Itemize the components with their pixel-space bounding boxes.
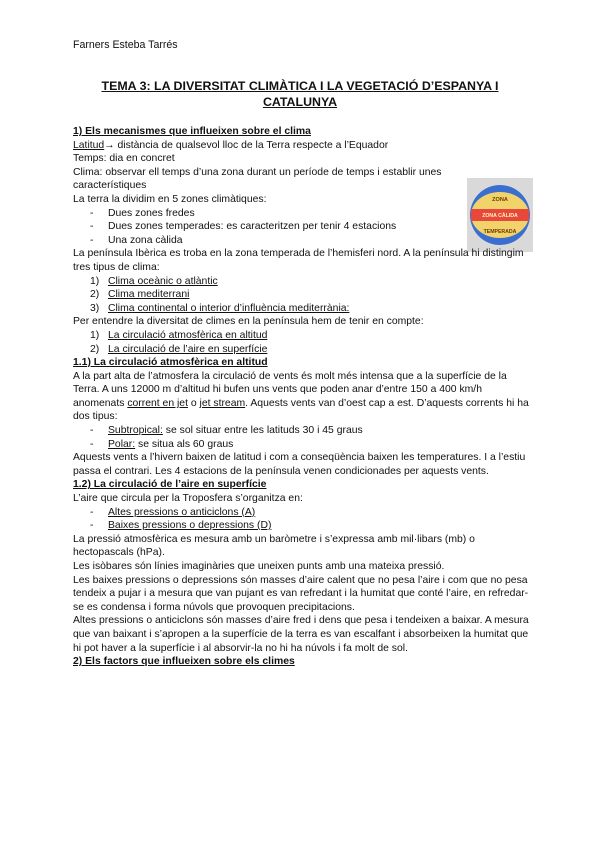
section-1-2-heading: 1.2) La circulació de l’aire en superfície bbox=[73, 479, 267, 491]
list-item: - Dues zones fredes bbox=[90, 207, 195, 219]
troposfera-intro: L’aire que circula per la Troposfera s’organitza en: bbox=[73, 493, 303, 505]
jet-stream-term: jet stream bbox=[199, 397, 246, 409]
entendre-paragraph: Per entendre la diversitat de climes en la península hem de tenir en compte: bbox=[73, 316, 424, 328]
section-1-heading: 1) Els mecanismes que influeixen sobre el clima bbox=[73, 126, 311, 137]
list-item: - Subtropical: se sol situar entre les latituds 30 i 45 graus bbox=[90, 425, 363, 437]
anticiclons-paragraph: Altes pressions o anticiclons són masses d’aire fred i dens que pesa i tendeixen a baixar. A mesura que van baixant i s’apropen a la superfície de la terra es van escalfant i absorbeixen la humitat que hi pot haver a la superfície i al absorvir-la no hi ha núvols i fa molt de sol. bbox=[73, 615, 529, 654]
figure-middle-label: ZONA CÀLIDA bbox=[482, 213, 518, 219]
figure-bottom-label: TEMPERADA bbox=[483, 229, 517, 235]
latitud-term: Latitud bbox=[73, 139, 105, 151]
barometre-paragraph: La pressió atmosfèrica es mesura amb un baròmetre i s’expressa amb mil·libars (mb) o hectopascals (hPa). bbox=[73, 533, 475, 559]
list-item: 3) Clima continental o interior d’influència mediterrània: bbox=[90, 302, 350, 314]
author-name: Farners Esteba Tarrés bbox=[73, 39, 178, 51]
jet-types-list bbox=[73, 424, 529, 451]
latitud-definition bbox=[73, 139, 529, 153]
list-item: - Altes pressions o anticiclons (A) bbox=[90, 506, 256, 518]
figure-top-label: ZONA bbox=[492, 197, 508, 203]
list-item: 1) Clima oceànic o atlàntic bbox=[90, 275, 218, 287]
section-2-heading: 2) Els factors que influeixen sobre els climes bbox=[73, 656, 295, 668]
list-item: - Una zona càlida bbox=[90, 234, 183, 246]
list-item: - Polar: se situa als 60 graus bbox=[90, 438, 234, 450]
peninsula-paragraph: La península Ibèrica es troba en la zona temperada de l’hemisferi nord. A la península hi distingim tres tipus de clima: bbox=[73, 248, 524, 273]
list-item: - Dues zones temperades: es caracteritzen per tenir 4 estacions bbox=[90, 221, 397, 233]
document-body bbox=[73, 125, 529, 669]
climes-list bbox=[73, 275, 529, 316]
list-item: 2) Clima mediterrani bbox=[90, 289, 190, 301]
temps-definition: Temps: dia en concret bbox=[73, 153, 175, 165]
dash-bullet: - bbox=[90, 234, 94, 246]
list-item: - Baixes pressions o depressions (D) bbox=[90, 520, 272, 532]
depressions-paragraph: Les baixes pressions o depressions són masses d’aire calent que no pesa l’aire i com que no pesa tendeix a pujar i a mesura que van pujant es van refredant i la humitat que conté l’aire, en refredar-se es condensa i forma núvols que provoquen precipitacions. bbox=[73, 574, 529, 613]
document-title: TEMA 3: LA DIVERSITAT CLIMÀTICA I LA VEGETACIÓ D’ESPANYA I CATALUNYA bbox=[101, 79, 499, 109]
latitud-text: → distància de qualsevol lloc de la Terra respecte a l’Equador bbox=[104, 139, 389, 151]
jet-stream-paragraph: A la part alta de l’atmosfera la circulació de vents és molt més intensa que a la superfície de la Terra. A uns 12000 m d’altitud hi bufen uns vents que poden anar d’entre 150 a 400 km/h anomenats corrent en jet o jet stream. Aquests vents van d’oest cap a est. D’aquests corrents hi ha dos tipus: bbox=[73, 370, 529, 423]
list-item: 1) La circulació atmosfèrica en altitud bbox=[90, 329, 268, 341]
zones-intro: La terra la dividim en 5 zones climàtiques: bbox=[73, 193, 267, 205]
zones-list bbox=[73, 207, 529, 248]
section-1-1-heading: 1.1) La circulació atmosfèrica en altitud bbox=[73, 357, 268, 369]
corrent-en-jet-term: corrent en jet bbox=[127, 397, 188, 409]
clima-definition: Clima: observar ell temps d’una zona durant un període de temps i establir unes característiques bbox=[73, 166, 442, 192]
dash-bullet: - bbox=[90, 207, 94, 219]
isobares-paragraph: Les isòbares són línies imaginàries que uneixen punts amb una mateixa pressió. bbox=[73, 561, 445, 572]
factors-list bbox=[73, 329, 529, 356]
dash-bullet: - bbox=[90, 221, 94, 233]
seasons-paragraph: Aquests vents a l’hivern baixen de latitud i com a conseqüència baixen les temperatures. I a l’estiu passa el contrari. Les 4 estacions de la península venen condicionades per aquests vents. bbox=[73, 452, 526, 477]
pressure-list bbox=[73, 506, 529, 533]
list-item: 2) La circulació de l’aire en superfície bbox=[90, 343, 268, 355]
